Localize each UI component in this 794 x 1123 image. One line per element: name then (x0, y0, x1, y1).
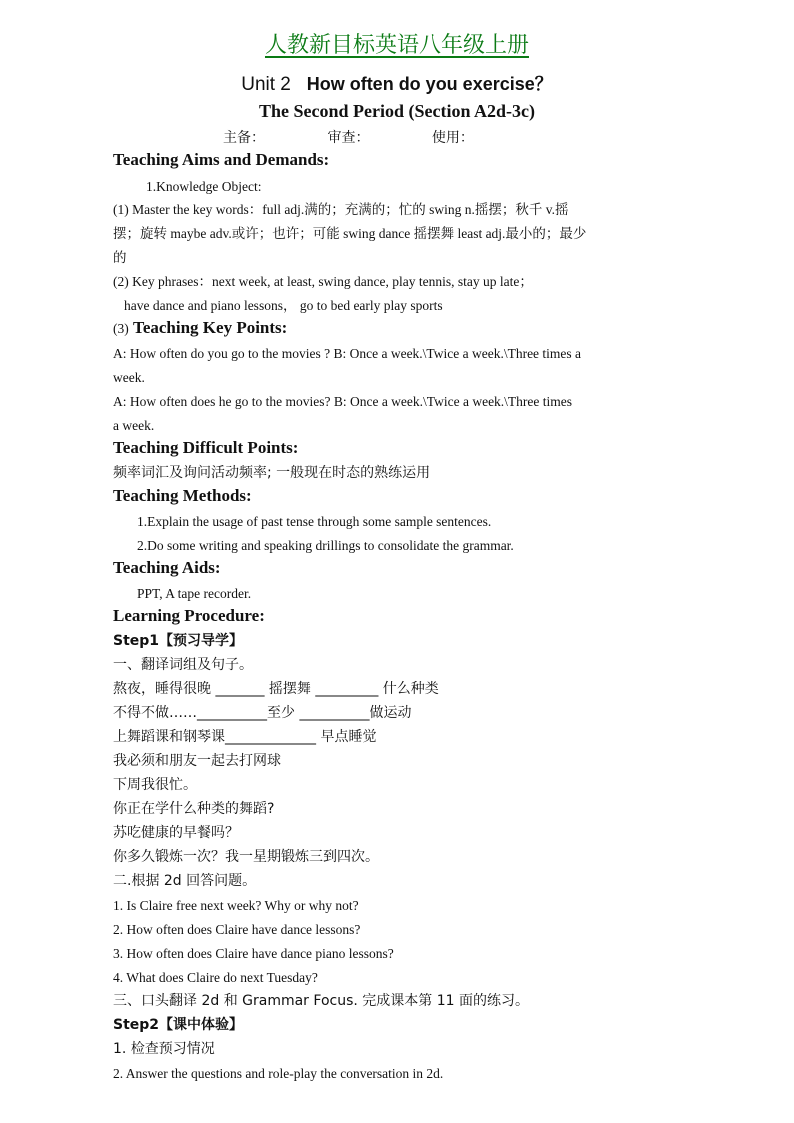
step1-translate-6: 你正在学什么种类的舞蹈? (113, 801, 275, 817)
difficult-text: 频率词汇及询问活动频率; 一般现在时态的熟练运用 (113, 465, 431, 481)
question-2: 2. How often does Claire have dance lessons? (113, 922, 361, 937)
question-4: 4. What does Claire do next Tuesday? (113, 970, 318, 985)
step1-translate-1: 熬夜，睡得很晚 _______ 摇摆舞 _________ 什么种类 (113, 681, 439, 697)
step1-heading (113, 632, 243, 650)
step1-section3-heading: 三、口头翻译 2d 和 Grammar Focus. 完成课本第 11 面的练习。 (113, 993, 529, 1009)
key-point-a1-line1: A: How often do you go to the movies ? B: Once a week.\Twice a week.\Three times a (113, 346, 582, 361)
key-point-a2-line2: a week. (113, 418, 155, 433)
step1-label: Step1【预习导学】 (113, 633, 244, 649)
key-point-a1-line2: week. (113, 370, 145, 385)
step1-translate-4: 我必须和朋友一起去打网球 (113, 753, 281, 769)
step2-heading (113, 1016, 243, 1034)
procedure-heading: Learning Procedure: (113, 606, 265, 625)
question-3: 3. How often does Claire have dance piano lessons? (113, 946, 394, 961)
aims-item1-line2: 摆；旋转 maybe adv.或许；也许；可能 swing dance 摇摆舞 least adj.最小的；最少 (113, 226, 587, 241)
key-points-heading: Teaching Key Points: (133, 318, 288, 337)
key-points-heading-line (113, 319, 287, 338)
step2-label: Step2【课中体验】 (113, 1017, 244, 1033)
role-use: 使用： (431, 130, 474, 146)
step2-item-1: 1. 检查预习情况 (113, 1041, 215, 1057)
aims-item1-line3: 的 (113, 250, 127, 265)
aids-heading: Teaching Aids: (113, 558, 221, 577)
aims-item2-line2: have dance and piano lessons， go to bed early play sports (124, 298, 443, 313)
step1-translate-2: 不得不做……__________至少 __________做运动 (113, 705, 412, 721)
step1-translate-7: 苏吃健康的早餐吗？ (113, 825, 239, 841)
key-points-prefix: (3) (113, 321, 129, 336)
role-review: 审查： (327, 130, 370, 146)
knowledge-object: 1.Knowledge Object: (146, 179, 262, 194)
difficult-heading: Teaching Difficult Points: (113, 438, 299, 457)
method-1: 1.Explain the usage of past tense through some sample sentences. (137, 514, 492, 529)
step1-translate-3: 上舞蹈课和钢琴课_____________ 早点睡觉 (113, 729, 377, 745)
aims-item2-line1: (2) Key phrases：next week, at least, swing dance, play tennis, stay up late； (113, 274, 533, 289)
method-2: 2.Do some writing and speaking drillings to consolidate the grammar. (137, 538, 514, 553)
step1-section2-heading: 二.根据 2d 回答问题。 (113, 873, 257, 889)
aids-text: PPT, A tape recorder. (137, 586, 252, 601)
period-title: The Second Period (Section A2d-3c) (259, 101, 535, 121)
aims-heading: Teaching Aims and Demands: (113, 150, 330, 169)
document-main-title: 人教新目标英语八年级上册 (264, 33, 529, 58)
unit-title (0, 70, 794, 96)
unit-prefix: Unit 2 (241, 74, 291, 95)
aims-item1-line1: (1) Master the key words：full adj.满的；充满的；忙的 swing n.摇摆；秋千 v.摇 (113, 202, 569, 217)
step2-item-2: 2. Answer the questions and role-play the conversation in 2d. (113, 1066, 444, 1081)
question-1: 1. Is Claire free next week? Why or why not? (113, 898, 359, 913)
step1-translate-8: 你多久锻炼一次？我一星期锻炼三到四次。 (113, 849, 379, 865)
roles-line (223, 127, 532, 147)
methods-heading: Teaching Methods: (113, 486, 252, 505)
step1-translate-5: 下周我很忙。 (113, 777, 197, 793)
role-main: 主备： (223, 130, 265, 146)
key-point-a2-line1: A: How often does he go to the movies? B: Once a week.\Twice a week.\Three times (113, 394, 573, 409)
unit-question: How often do you exercise？ (306, 74, 553, 94)
step1-section1-heading: 一、翻译词组及句子。 (113, 657, 253, 673)
